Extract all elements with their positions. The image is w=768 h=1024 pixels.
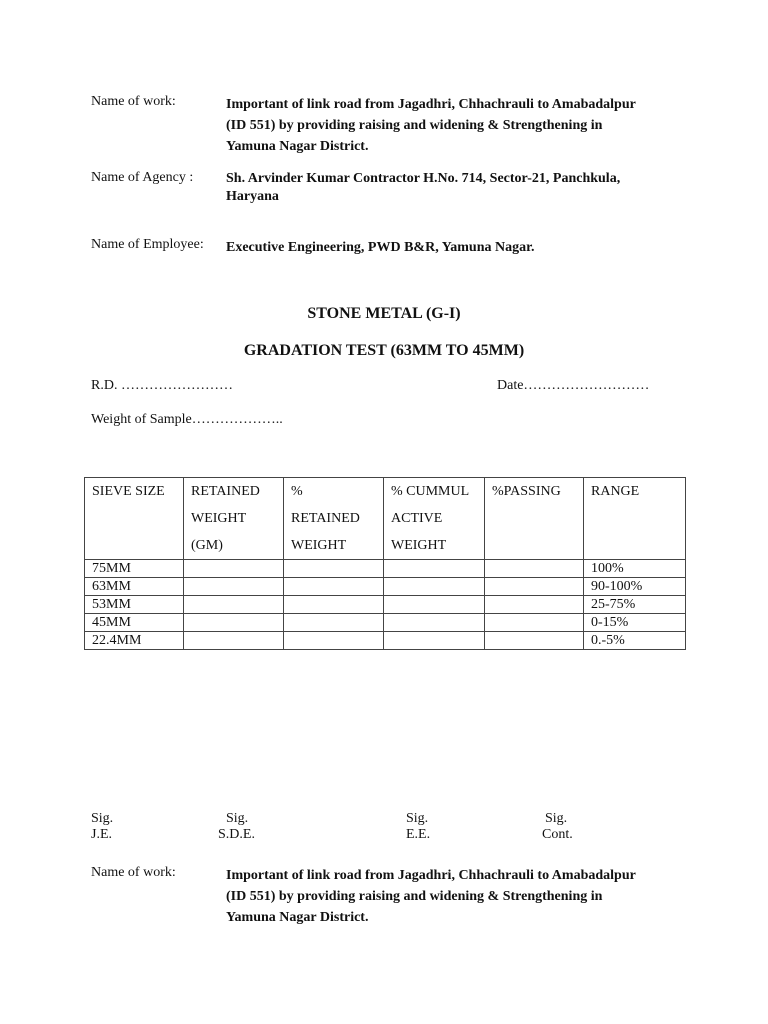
table-cell xyxy=(384,632,485,650)
value-line: Important of link road from Jagadhri, Chhachrauli to Amabadalpur xyxy=(226,97,636,112)
table-cell xyxy=(184,578,284,596)
table-cell xyxy=(184,596,284,614)
signature-label: Sig. xyxy=(545,811,568,826)
signature-role: E.E. xyxy=(406,827,431,842)
header-passing xyxy=(485,478,584,560)
header-line: ACTIVE xyxy=(391,511,443,526)
table-cell: 100% xyxy=(584,560,686,578)
table-cell xyxy=(284,596,384,614)
table-row xyxy=(85,578,686,596)
header-line: RANGE xyxy=(591,484,640,499)
header-line: SIEVE SIZE xyxy=(92,484,165,499)
header-line: WEIGHT xyxy=(191,511,247,526)
table-row xyxy=(85,560,686,578)
header-range xyxy=(584,478,686,560)
table-cell xyxy=(384,560,485,578)
table-cell xyxy=(485,560,584,578)
field-value xyxy=(226,170,691,206)
value-line: Yamuna Nagar District. xyxy=(226,139,369,154)
header-line: WEIGHT xyxy=(391,538,447,553)
signature-je xyxy=(91,811,113,843)
table-cell: 25-75% xyxy=(584,596,686,614)
table-header-row xyxy=(85,478,686,560)
header-retained-weight xyxy=(184,478,284,560)
value-line: (ID 551) by providing raising and widening & Strengthening in xyxy=(226,118,603,133)
table-cell: 0-15% xyxy=(584,614,686,632)
field-value xyxy=(226,865,691,928)
value-line: Important of link road from Jagadhri, Chhachrauli to Amabadalpur xyxy=(226,868,636,883)
value-line: Executive Engineering, PWD B&R, Yamuna Nagar. xyxy=(226,240,535,255)
table-cell xyxy=(284,578,384,596)
table-cell xyxy=(184,632,284,650)
table-row xyxy=(85,596,686,614)
value-line: Yamuna Nagar District. xyxy=(226,910,369,925)
table-cell xyxy=(485,578,584,596)
value-line: (ID 551) by providing raising and widening & Strengthening in xyxy=(226,889,603,904)
table-cell: 75MM xyxy=(85,560,184,578)
table-cell xyxy=(485,632,584,650)
weight-of-sample-field: Weight of Sample……………….. xyxy=(91,412,283,427)
value-line: Haryana xyxy=(226,189,279,204)
signature-role: Cont. xyxy=(542,827,573,842)
header-percent-retained xyxy=(284,478,384,560)
table-cell xyxy=(184,560,284,578)
signature-contractor xyxy=(542,811,573,843)
table-cell: 22.4MM xyxy=(85,632,184,650)
table-cell: 90-100% xyxy=(584,578,686,596)
table-cell: 63MM xyxy=(85,578,184,596)
field-label: Name of work: xyxy=(91,865,176,880)
table-row xyxy=(85,632,686,650)
field-label: Name of Employee: xyxy=(91,237,204,252)
field-value xyxy=(226,237,691,258)
table-cell xyxy=(384,578,485,596)
signature-label: Sig. xyxy=(91,811,114,826)
header-line: RETAINED xyxy=(191,484,260,499)
page-subtitle: GRADATION TEST (63MM TO 45MM) xyxy=(243,342,525,359)
date-field: Date……………………… xyxy=(497,378,650,393)
signature-ee xyxy=(406,811,430,843)
signature-label: Sig. xyxy=(226,811,249,826)
table-cell xyxy=(184,614,284,632)
table-cell xyxy=(284,632,384,650)
field-label: Name of Agency : xyxy=(91,170,194,185)
signature-label: Sig. xyxy=(406,811,429,826)
header-line: %PASSING xyxy=(492,484,561,499)
field-value xyxy=(226,94,691,157)
header-sieve-size xyxy=(85,478,184,560)
gradation-table xyxy=(84,477,686,650)
table-cell: 0.-5% xyxy=(584,632,686,650)
table-cell: 45MM xyxy=(85,614,184,632)
value-line: Sh. Arvinder Kumar Contractor H.No. 714, Sector-21, Panchkula, xyxy=(226,171,621,186)
rd-field: R.D. …………………… xyxy=(91,378,233,393)
signature-role: J.E. xyxy=(91,827,112,842)
header-cumulative xyxy=(384,478,485,560)
header-line: % CUMMUL xyxy=(391,484,470,499)
table-cell xyxy=(284,614,384,632)
signature-sde xyxy=(218,811,255,843)
table-cell xyxy=(384,614,485,632)
field-label: Name of work: xyxy=(91,94,176,109)
table-cell xyxy=(284,560,384,578)
table-cell xyxy=(384,596,485,614)
header-line: % xyxy=(291,484,303,499)
header-line: RETAINED xyxy=(291,511,360,526)
table-row xyxy=(85,614,686,632)
page-title: STONE METAL (G-I) xyxy=(307,305,461,322)
signature-role: S.D.E. xyxy=(218,827,255,842)
header-line: WEIGHT xyxy=(291,538,347,553)
header-line: (GM) xyxy=(191,538,223,553)
table-cell xyxy=(485,596,584,614)
table-cell: 53MM xyxy=(85,596,184,614)
table-cell xyxy=(485,614,584,632)
